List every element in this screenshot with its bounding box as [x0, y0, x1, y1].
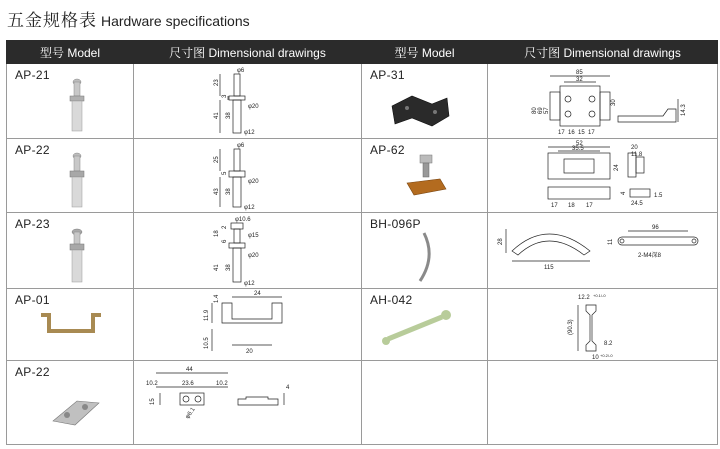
dim-label: 12.2	[578, 295, 590, 301]
dim-label: 23	[214, 79, 220, 86]
dim-label: 24	[614, 164, 620, 171]
ap01-dimension-drawing	[134, 289, 362, 361]
dim-label: 69	[538, 107, 544, 114]
dim-label: 6	[222, 239, 228, 243]
ap22-product-image	[57, 151, 97, 211]
ap22-plate-product-image	[47, 391, 107, 431]
dim-label: 17	[586, 203, 593, 209]
col-model-right: 型号 Model	[362, 41, 488, 64]
dim-label: φ10.6	[235, 217, 251, 223]
model-label: AP-23	[15, 217, 50, 231]
dim-label: 23.6	[182, 381, 194, 387]
model-label: BH-096P	[370, 217, 421, 231]
table-row	[7, 64, 718, 139]
ap22-plate-dimension-drawing	[134, 361, 362, 445]
dim-label: 57	[544, 107, 550, 114]
table-row	[7, 289, 718, 361]
dim-label: +0.1/-0	[593, 293, 606, 298]
dim-label: 4	[621, 191, 627, 195]
ap01-product-image	[37, 309, 107, 349]
dim-label: 17	[558, 130, 565, 136]
drawing-cell	[134, 361, 362, 445]
dim-label: 30	[611, 99, 617, 106]
dim-label: 43	[214, 188, 220, 195]
model-cell	[362, 289, 488, 361]
dim-label: 14.3	[681, 104, 687, 116]
dim-label: 28	[498, 238, 504, 245]
drawing-cell	[488, 139, 718, 213]
col-model-left: 型号 Model	[7, 41, 134, 64]
dim-label: 38	[226, 112, 232, 119]
model-cell	[7, 139, 134, 213]
dim-label: 41	[214, 112, 220, 119]
dim-label: 18	[568, 203, 575, 209]
ap62-dimension-drawing	[488, 139, 718, 213]
dim-label: 20	[246, 349, 253, 355]
model-label: AP-22	[15, 143, 50, 157]
ah042-product-image	[382, 309, 462, 349]
spec-table	[6, 40, 718, 445]
dim-label: 96	[652, 225, 659, 231]
dim-label: 16	[568, 130, 575, 136]
drawing-cell	[134, 289, 362, 361]
header-row	[7, 41, 718, 64]
dim-label: 10.2	[216, 381, 228, 387]
model-cell	[7, 213, 134, 289]
col-drawing-left: 尺寸图 Dimensional drawings	[134, 41, 362, 64]
drawing-cell	[488, 64, 718, 139]
dim-label: 11	[608, 238, 614, 245]
dim-label: 2-M4深8	[638, 253, 662, 259]
dim-label: 52	[576, 141, 583, 147]
ap31-product-image	[387, 86, 457, 136]
drawing-cell	[134, 139, 362, 213]
page-title	[7, 6, 250, 30]
dim-label: 80	[532, 107, 538, 114]
model-label: AP-21	[15, 68, 50, 82]
table-row	[7, 213, 718, 289]
dim-label: φ6	[237, 68, 245, 74]
dim-label: φ20	[248, 253, 259, 259]
model-label: AP-22	[15, 365, 50, 379]
dim-label: 8.2	[604, 341, 613, 347]
ap62-product-image	[402, 153, 452, 208]
dim-label: 32	[576, 77, 583, 83]
dim-label: 18	[214, 230, 220, 237]
table-row	[7, 361, 718, 445]
dim-label: 41	[214, 264, 220, 271]
dim-label: 85	[576, 70, 583, 76]
col-drawing-right: 尺寸图 Dimensional drawings	[488, 41, 718, 64]
dim-label: 1.5	[654, 193, 663, 199]
drawing-cell	[488, 213, 718, 289]
bh096p-product-image	[402, 229, 442, 284]
dim-label: 15	[578, 130, 585, 136]
model-label: AP-01	[15, 293, 50, 307]
dim-label: 24	[254, 291, 261, 297]
dim-label: 1.4	[214, 294, 220, 303]
drawing-cell	[134, 213, 362, 289]
drawing-cell	[488, 289, 718, 361]
model-cell	[7, 289, 134, 361]
dim-label: 38	[226, 264, 232, 271]
bh096p-dimension-drawing	[488, 213, 718, 289]
dim-label: φ15	[248, 233, 259, 239]
model-cell	[7, 361, 134, 445]
dim-label: 4	[286, 385, 290, 391]
model-label: AP-31	[370, 68, 405, 82]
ah042-dimension-drawing	[488, 289, 718, 361]
dim-label: 3	[222, 94, 228, 98]
dim-label: 25	[214, 156, 220, 163]
drawing-cell	[134, 64, 362, 139]
model-cell	[7, 64, 134, 139]
dim-label: φ20	[248, 179, 259, 185]
dim-label: 115	[544, 265, 554, 271]
dim-label: +0.2/-0	[600, 353, 613, 358]
dim-label: 44	[186, 367, 193, 373]
ap21-product-image	[57, 76, 97, 136]
dim-label: 15	[150, 398, 156, 405]
dim-label: 2	[222, 225, 228, 229]
dim-label: 35.5	[572, 146, 584, 152]
dim-label: 24.5	[631, 201, 643, 207]
model-label: AH-042	[370, 293, 413, 307]
dim-label: 5	[222, 171, 228, 175]
dim-label: 17	[588, 130, 595, 136]
model-cell	[362, 64, 488, 139]
dim-label: φ20	[248, 104, 259, 110]
table-row	[7, 139, 718, 213]
dim-label: 38	[226, 188, 232, 195]
title-chinese: 五金规格表	[7, 11, 97, 31]
dim-label: φ6.1	[184, 406, 197, 421]
dim-label: (90.3)	[568, 319, 574, 335]
dim-label: 11.9	[204, 309, 210, 321]
ap31-dimension-drawing	[488, 64, 718, 139]
dim-label: φ6	[237, 143, 245, 149]
dim-label: 10.2	[146, 381, 158, 387]
dim-label: 10	[592, 355, 599, 361]
model-cell	[362, 213, 488, 289]
dim-label: 17	[551, 203, 558, 209]
model-cell	[362, 139, 488, 213]
ap22-dimension-drawing	[134, 139, 362, 213]
dim-label: 10.5	[204, 337, 210, 349]
dim-label: φ12	[244, 281, 255, 287]
ap23-dimension-drawing	[134, 213, 362, 289]
ap23-product-image	[57, 227, 97, 287]
model-label: AP-62	[370, 143, 405, 157]
dim-label: 20	[631, 145, 638, 151]
title-english: Hardware specifications	[101, 13, 250, 29]
drawing-cell-empty	[488, 361, 718, 445]
ap21-dimension-drawing	[134, 64, 362, 139]
dim-label: φ12	[244, 205, 255, 211]
dim-label: φ12	[244, 130, 255, 136]
model-cell-empty	[362, 361, 488, 445]
dim-label: 11.8	[631, 152, 643, 158]
